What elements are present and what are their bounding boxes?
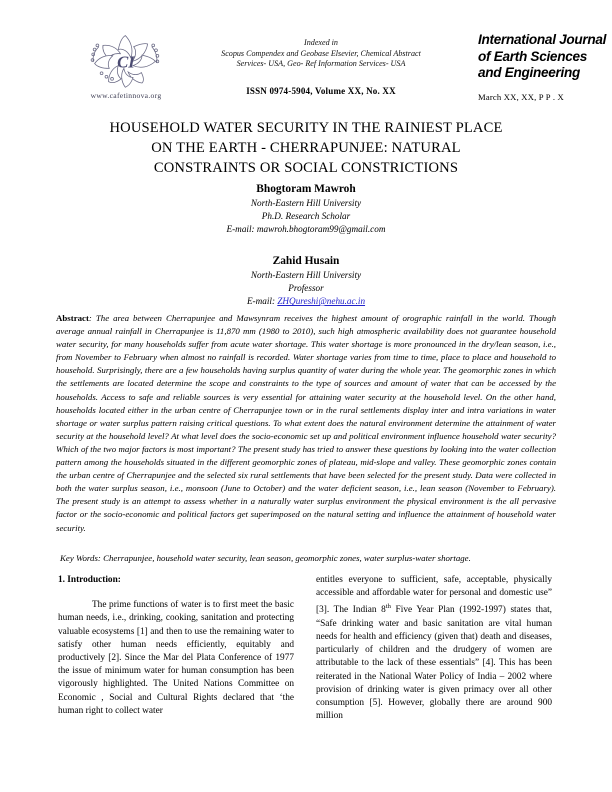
- indexed-in-line-1: Scopus Compendex and Geobase Elsevier, Chemical Abstract: [221, 48, 421, 58]
- author-email-link[interactable]: ZHQureshi@nehu.ac.in: [277, 296, 366, 306]
- author-name: Bhogtoram Mawroh: [256, 183, 356, 195]
- keywords-label: Key Words:: [60, 553, 101, 563]
- body-column-left: [58, 574, 294, 718]
- author-block-1: [56, 182, 556, 236]
- issn-volume-line: ISSN 0974-5904, Volume XX, No. XX: [246, 86, 396, 96]
- journal-name-line-3: and Engineering: [478, 65, 580, 80]
- author-email-label: E-mail:: [226, 224, 255, 234]
- publisher-url[interactable]: www.cafetinnova.org: [90, 91, 162, 100]
- abstract-section: [56, 312, 556, 535]
- paper-title-line-2: ON THE EARTH - CHERRAPUNJEE: NATURAL: [151, 140, 461, 156]
- keywords-section: [60, 552, 556, 565]
- author-email-label: E-mail:: [246, 296, 276, 306]
- journal-masthead: [58, 30, 607, 110]
- journal-name: [478, 32, 612, 82]
- publisher-logo: [66, 30, 186, 100]
- page-title: [56, 118, 556, 178]
- paper-title-line-1: HOUSEHOLD WATER SECURITY IN THE RAINIEST PLACE: [109, 120, 503, 136]
- intro-right-part-2: Five Year Plan (1992-1997) states that, “Safe drinking water and basic sanitation are vital human needs for health and efficiency (given that) death and diseases, particularly of children and the drudgery of women are attributable to the lack of these essentials” [4]. This has been reiterated in the National Water Policy of India – 2002 where provision of drinking water is given primacy over all other consumption [5]. However, globally there are around 900 million: [316, 605, 553, 722]
- paper-title-line-3: CONSTRAINTS OR SOCIAL CONSTRICTIONS: [153, 160, 459, 176]
- section-heading-introduction: 1. Introduction:: [58, 575, 121, 585]
- abstract-label: Abstract: [56, 313, 89, 323]
- author-block-2: [56, 254, 556, 308]
- body-columns: [58, 574, 556, 774]
- svg-text:CI: CI: [117, 52, 135, 72]
- intro-paragraph-right: [316, 574, 552, 723]
- author-email: [56, 295, 556, 308]
- author-affiliation: North-Eastern Hill University: [250, 270, 362, 280]
- body-column-right: [316, 574, 552, 723]
- intro-paragraph-left: The prime functions of water is to first meet the basic human needs, i.e., drinking, cooking, sanitation and protecting valuable ecosystems [1] and then to use the remaining water to satisfy other human needs efficiently, equitably and productively [2]. Since the Mar del Plata Conference of 1977 the issue of minimum water for human consumption has been vigorously highlighted. The United Nations Committee on Economic , Social and Cultural Rights declared that ‘the human right to collect water: [58, 600, 294, 716]
- ordinal-superscript: th: [385, 603, 391, 611]
- author-role: Professor: [288, 283, 324, 293]
- journal-name-line-1: International Journal: [478, 32, 607, 47]
- cafetinnova-flower-logo: [87, 30, 165, 90]
- author-email: [56, 223, 556, 236]
- indexed-in-label: Indexed in: [304, 38, 338, 47]
- author-email-address[interactable]: mawroh.bhogtoram99@gmail.com: [256, 224, 386, 234]
- journal-name-line-2: of Earth Sciences: [478, 48, 587, 64]
- indexed-in-line-2: Services- USA, Geo- Ref Information Services- USA: [236, 59, 406, 68]
- abstract-text: : The area between Cherrapunjee and Mawsynram receives the highest amount of orographic rainfall in the world. Though average annual rainfall in Cherrapunjee is 11,870 mm (1980 to 2010), such high atmospheric availability does not guarantee household water security, for many households suffer from acute water shortage. This water shortage is more pronounced in the dry/lean season, i.e., from November to February when almost no rainfall is recorded. Water shortage varies from time to time, place to place and household to household. Surprisingly, there are a few households having surplus quantity of water during the whole year. The geomorphic zones in which the settlements are located determine the scope and constraints to the type of sources and amount of water that can be accessed by the households. Access to safe and reliable sources is very essential for attaining water security at the household level. On the other hand, households located either in the urban centre of Cherrapunjee town or in the rural settlements display inter and intra variations in water shortage or water surplus pattern raising critical questions. To what extent does the natural environment determine the attainment of water security at the household level? At what level does the socio-economic set up and political environment influence household water security? Which of the two major factors is most important? The present study has tried to answer these questions by looking into the water collection pattern among the households situated in the different geomorphic zones of plateau, mid-slope and valley. These geomorphic zones contain the urban centre of Cherrapunjee and the selected six rural settlements that have been selected for the present study. Data were collected in both the water surplus season, i.e., monsoon (June to October) and the water deficient season, i.e., lean season (November to February). The present study is an attempt to assess whether in a naturally water surplus environment the physical environment is the all pervasive factor or the socio-economic and political factors get superimposed on the natural setting and influence the attainment of household water security.: [56, 313, 556, 533]
- keywords-text: Cherrapunjee, household water security, lean season, geomorphic zones, water surplus-water shortage.: [100, 553, 471, 563]
- indexed-in-block: [176, 38, 466, 70]
- intro-right-part-1: entitles everyone to sufficient, safe, acceptable, physically accessible and affordable water for personal and domestic use” [3]. The Indian 8: [316, 575, 552, 616]
- author-name: Zahid Husain: [272, 255, 340, 267]
- issue-date: March XX, XX, P P . X: [478, 92, 564, 102]
- author-role: Ph.D. Research Scholar: [261, 211, 351, 221]
- author-affiliation: North-Eastern Hill University: [250, 198, 362, 208]
